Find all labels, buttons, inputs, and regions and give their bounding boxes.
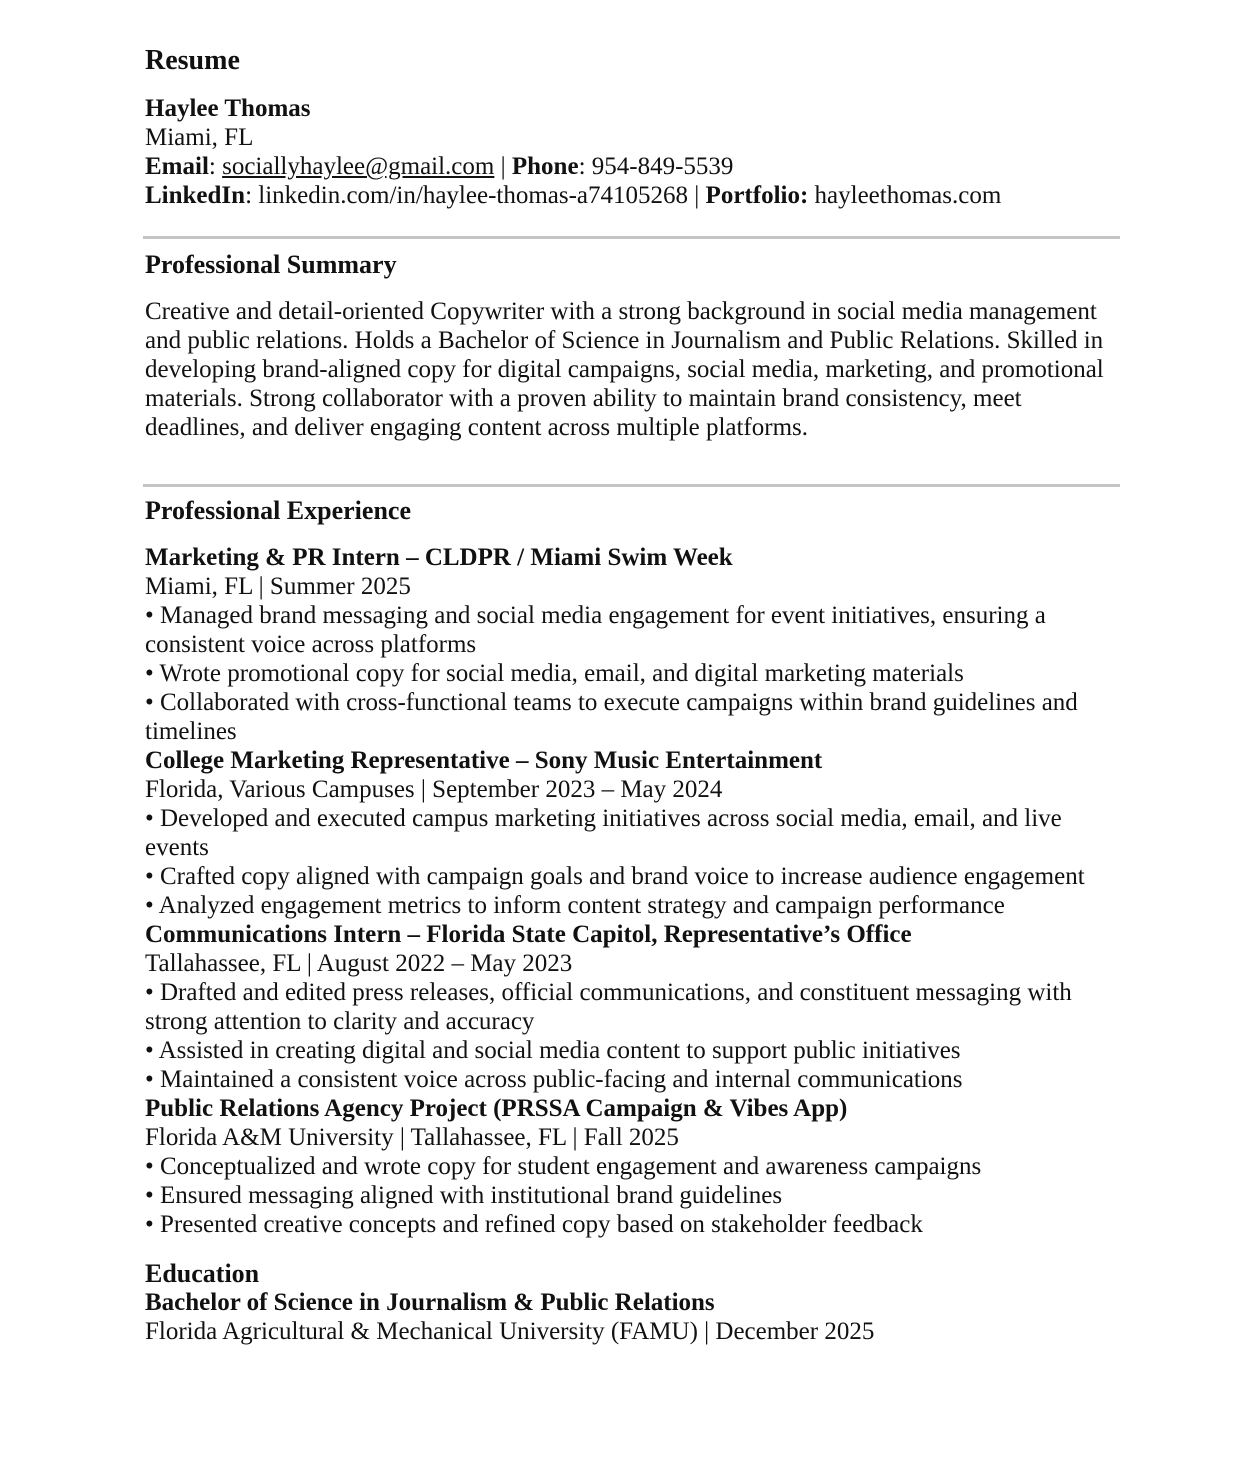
job-bullet: • Assisted in creating digital and social media content to support public initiatives (145, 1037, 961, 1064)
job-title: Public Relations Agency Project (PRSSA Campaign & Vibes App) (145, 1095, 848, 1122)
job-entry (145, 543, 1120, 746)
phone-label: Phone (511, 153, 579, 180)
job-meta: Tallahassee, FL | August 2022 – May 2023 (145, 950, 573, 977)
email-phone-line: Email: sociallyhaylee@gmail.com | Phone: 954-849-5539 (145, 153, 734, 180)
education-heading: Education (145, 1259, 260, 1288)
phone-value: 954-849-5539 (591, 153, 734, 180)
portfolio-value: hayleethomas.com (814, 182, 1002, 209)
degree: Bachelor of Science in Journalism & Public Relations (145, 1289, 715, 1316)
school: Florida Agricultural & Mechanical University (FAMU) | December 2025 (145, 1318, 875, 1345)
candidate-location: Miami, FL (145, 124, 254, 151)
job-title: Marketing & PR Intern – CLDPR / Miami Swim Week (145, 544, 733, 571)
experience-list (145, 543, 1120, 1239)
linkedin-label: LinkedIn (145, 182, 246, 209)
job-bullet: • Drafted and edited press releases, official communications, and constituent messaging with strong attention to clarity and accuracy (145, 979, 1072, 1035)
section-divider (143, 236, 1120, 239)
job-bullet: • Analyzed engagement metrics to inform content strategy and campaign performance (145, 892, 1005, 919)
job-bullet: • Wrote promotional copy for social media, email, and digital marketing materials (145, 660, 964, 687)
summary-heading: Professional Summary (145, 250, 397, 279)
email-link[interactable]: sociallyhaylee@gmail.com (222, 153, 495, 180)
education-block (145, 1288, 1120, 1346)
contact-block (145, 94, 1001, 210)
job-meta: Florida, Various Campuses | September 2023 – May 2024 (145, 776, 723, 803)
job-bullet: • Crafted copy aligned with campaign goals and brand voice to increase audience engagement (145, 863, 1085, 890)
job-title: College Marketing Representative – Sony Music Entertainment (145, 747, 823, 774)
section-divider (143, 484, 1120, 487)
job-title: Communications Intern – Florida State Capitol, Representative’s Office (145, 921, 912, 948)
job-bullet: • Collaborated with cross-functional teams to execute campaigns within brand guidelines and timelines (145, 689, 1078, 745)
portfolio-label: Portfolio: (705, 182, 809, 209)
job-bullet: • Conceptualized and wrote copy for student engagement and awareness campaigns (145, 1153, 982, 1180)
job-entry (145, 920, 1120, 1094)
job-bullet: • Presented creative concepts and refined copy based on stakeholder feedback (145, 1211, 923, 1238)
job-bullet: • Ensured messaging aligned with institutional brand guidelines (145, 1182, 783, 1209)
summary-text: Creative and detail-oriented Copywriter with a strong background in social media management and public relations. Holds a Bachelor of Science in Journalism and Public Relations. Skilled in developing brand-aligned copy for digital campaigns, social media, marketing, and promotional materials. Strong collaborator with a proven ability to maintain brand consistency, meet deadlines, and deliver engaging content across multiple platforms. (145, 298, 1104, 441)
job-entry (145, 746, 1120, 920)
job-bullet: • Managed brand messaging and social media engagement for event initiatives, ensuring a consistent voice across platforms (145, 602, 1046, 658)
job-bullet: • Developed and executed campus marketing initiatives across social media, email, and live events (145, 805, 1062, 861)
document-title: Resume (145, 45, 240, 76)
candidate-name: Haylee Thomas (145, 95, 311, 122)
job-meta: Miami, FL | Summer 2025 (145, 573, 411, 600)
email-label: Email (145, 153, 209, 180)
job-entry (145, 1094, 1120, 1239)
experience-heading: Professional Experience (145, 496, 411, 525)
job-bullet: • Maintained a consistent voice across public-facing and internal communications (145, 1066, 963, 1093)
job-meta: Florida A&M University | Tallahassee, FL | Fall 2025 (145, 1124, 679, 1151)
linkedin-value: linkedin.com/in/haylee-thomas-a74105268 (258, 182, 689, 209)
linkedin-portfolio-line: LinkedIn: linkedin.com/in/haylee-thomas-a74105268 | Portfolio: hayleethomas.com (145, 182, 1002, 209)
